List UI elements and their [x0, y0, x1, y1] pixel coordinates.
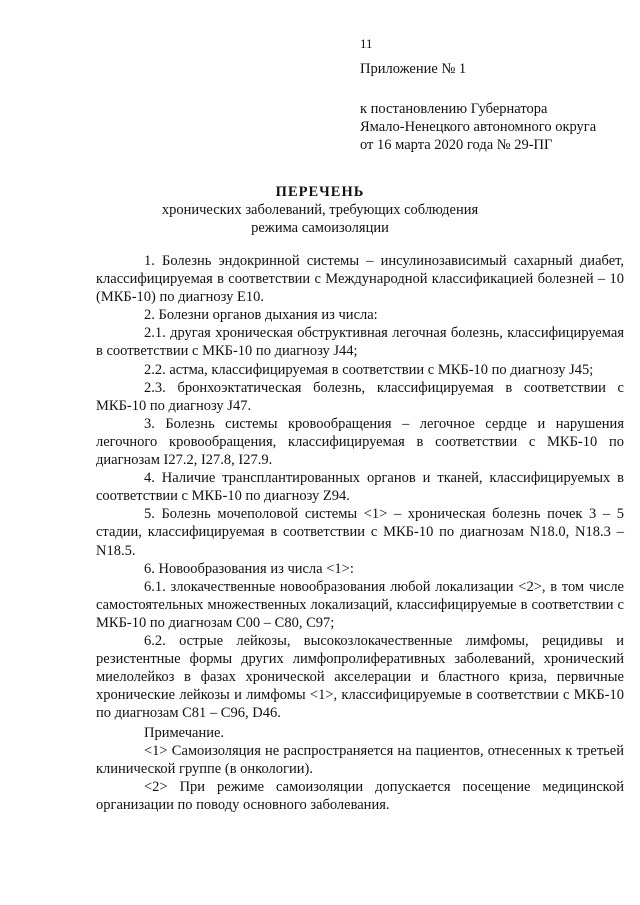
note-title: Примечание. — [144, 725, 225, 741]
list-paragraph: 6.2. острые лейкозы, высокозлокачественные лимфомы, рецидивы и резистентные формы других лимфопролиферативных заболеваний, хронический миелолейкоз в фазах хронической акселерации и бластного криза, первичные хронические лейкозы и лимфомы <1>, классифицируемые в соответствии с МКБ-10 по диагнозам C81 – C96, D46. — [96, 632, 624, 722]
list-paragraph: 4. Наличие трансплантированных органов и тканей, классифицируемых в соответствии с МКБ-10 по диагнозу Z94. — [96, 470, 624, 505]
list-paragraph: 2.3. бронхоэктатическая болезнь, классифицируемая в соответствии с МКБ-10 по диагнозу J47. — [96, 379, 624, 414]
appendix-block — [360, 60, 620, 154]
note-item: <1> Самоизоляция не распространяется на пациентов, отнесенных к третьей клинической группе (в онкологии). — [96, 743, 624, 778]
appendix-title: Приложение № 1 — [360, 61, 467, 77]
list-paragraph: 3. Болезнь системы кровообращения – легочное сердце и нарушения легочного кровообращения, классифицируемая в соответствии с МКБ-10 по диагнозам I27.2, I27.8, I27.9. — [96, 415, 624, 469]
appendix-line: от 16 марта 2020 года № 29-ПГ — [360, 137, 553, 153]
list-paragraph: 5. Болезнь мочеполовой системы <1> – хроническая болезнь почек 3 – 5 стадии, классифицируемая в соответствии с МКБ-10 по диагнозам N18.0, N18.3 – N18.5. — [96, 506, 624, 559]
list-paragraph: 2.2. астма, классифицируемая в соответствии с МКБ-10 по диагнозу J45; — [144, 361, 594, 378]
document-heading — [100, 183, 540, 237]
list-paragraph: 2. Болезни органов дыхания из числа: — [144, 307, 378, 324]
list-paragraph: 2.1. другая хроническая обструктивная легочная болезнь, классифицируемая в соответствии с МКБ-10 по диагнозу J44; — [96, 325, 624, 360]
appendix-line: к постановлению Губернатора — [360, 101, 548, 117]
heading-subtitle-line: режима самоизоляции — [251, 220, 389, 236]
list-paragraph: 6. Новообразования из числа <1>: — [144, 560, 354, 577]
heading-subtitle-line: хронических заболеваний, требующих соблюдения — [161, 202, 479, 218]
list-paragraph: 6.1. злокачественные новообразования любой локализации <2>, в том числе самостоятельных множественных локализаций, классифицируемые в соответствии с МКБ-10 по диагнозам C00 – C80, C97; — [96, 578, 624, 631]
heading-title: ПЕРЕЧЕНЬ — [275, 184, 365, 200]
page-number: 11 — [360, 36, 373, 51]
list-paragraph: 1. Болезнь эндокринной системы – инсулинозависимый сахарный диабет, классифицируемая в соответствии с Международной классификацией болезней – 10 (МКБ-10) по диагнозу E10. — [96, 253, 624, 306]
note-item: <2> При режиме самоизоляции допускается посещение медицинской организации по поводу основного заболевания. — [96, 779, 624, 814]
appendix-line: Ямало-Ненецкого автономного округа — [360, 119, 597, 135]
note-block — [96, 724, 624, 814]
document-body — [96, 252, 624, 722]
